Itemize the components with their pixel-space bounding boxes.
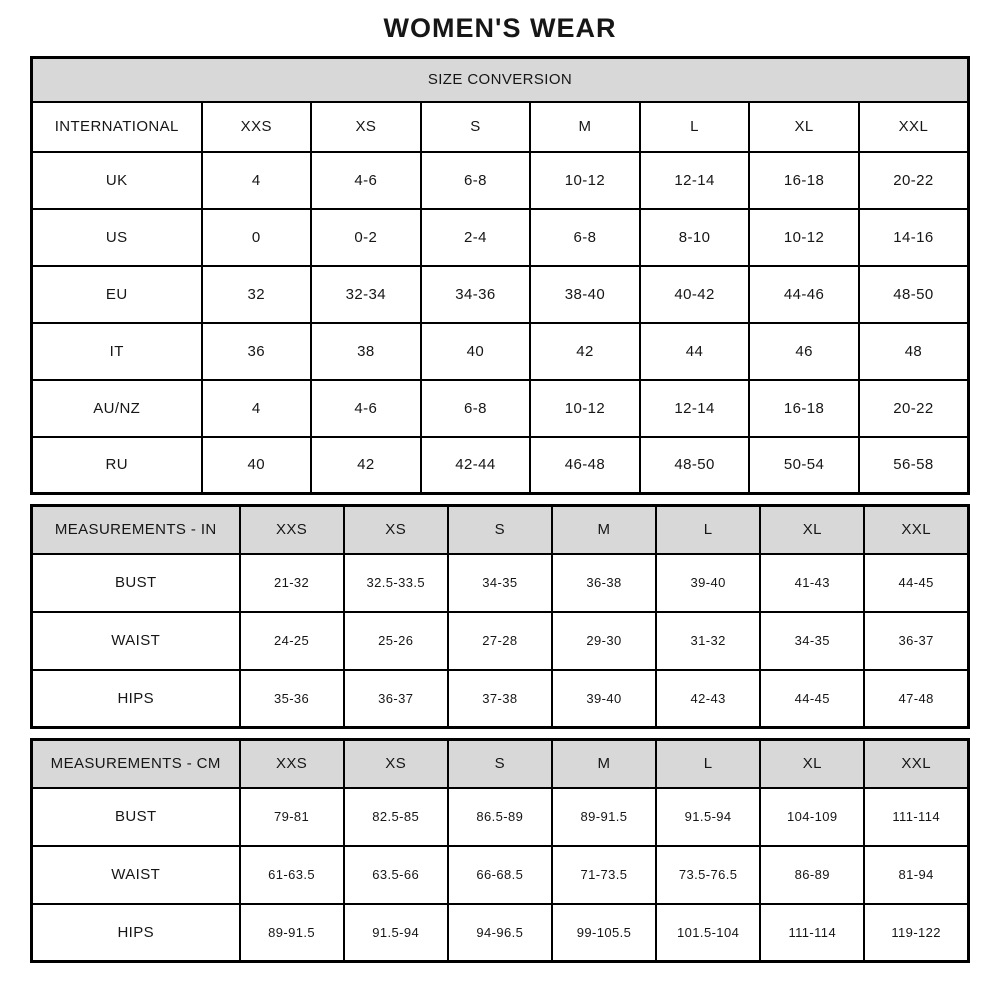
cell: 42 [530, 323, 640, 380]
cell: 6-8 [421, 152, 531, 209]
table-row-hips [32, 670, 969, 728]
cell: 42 [311, 437, 421, 494]
column-header-xxl: XXL [864, 506, 968, 554]
cell: 81-94 [864, 846, 968, 904]
table-row-hips [32, 904, 969, 962]
column-header-m: M [530, 102, 640, 152]
cell: 111-114 [864, 788, 968, 846]
row-label: IT [32, 323, 202, 380]
cell: 8-10 [640, 209, 750, 266]
column-header-xxs: XXS [240, 740, 344, 788]
cell: 79-81 [240, 788, 344, 846]
cell: 27-28 [448, 612, 552, 670]
measurements-in-title: MEASUREMENTS - IN [32, 506, 240, 554]
cell: 104-109 [760, 788, 864, 846]
row-label: WAIST [32, 612, 240, 670]
cell: 44-45 [864, 554, 968, 612]
table-row-bust [32, 788, 969, 846]
row-label: AU/NZ [32, 380, 202, 437]
page-title: WOMEN'S WEAR [383, 13, 617, 43]
column-header-international: INTERNATIONAL [32, 102, 202, 152]
column-header-m: M [552, 506, 656, 554]
table-row-ru [32, 437, 969, 494]
row-label: BUST [32, 554, 240, 612]
table-row-aunz [32, 380, 969, 437]
cell: 10-12 [530, 152, 640, 209]
cell: 39-40 [656, 554, 760, 612]
cell: 36-37 [864, 612, 968, 670]
cell: 99-105.5 [552, 904, 656, 962]
size-conversion-header-row [32, 58, 969, 102]
cell: 50-54 [749, 437, 859, 494]
cell: 25-26 [344, 612, 448, 670]
cell: 86.5-89 [448, 788, 552, 846]
cell: 40-42 [640, 266, 750, 323]
cell: 34-35 [760, 612, 864, 670]
cell: 10-12 [749, 209, 859, 266]
cell: 66-68.5 [448, 846, 552, 904]
cell: 32-34 [311, 266, 421, 323]
cell: 56-58 [859, 437, 969, 494]
cell: 91.5-94 [656, 788, 760, 846]
cell: 73.5-76.5 [656, 846, 760, 904]
cell: 37-38 [448, 670, 552, 728]
measurements-cm-title: MEASUREMENTS - CM [32, 740, 240, 788]
cell: 14-16 [859, 209, 969, 266]
column-header-m: M [552, 740, 656, 788]
column-header-s: S [448, 506, 552, 554]
cell: 44 [640, 323, 750, 380]
table-row-uk [32, 152, 969, 209]
row-label: RU [32, 437, 202, 494]
cell: 36-37 [344, 670, 448, 728]
cell: 20-22 [859, 380, 969, 437]
cell: 48 [859, 323, 969, 380]
cell: 29-30 [552, 612, 656, 670]
cell: 86-89 [760, 846, 864, 904]
size-conversion-table [30, 56, 970, 495]
cell: 4 [202, 380, 312, 437]
cell: 21-32 [240, 554, 344, 612]
cell: 71-73.5 [552, 846, 656, 904]
cell: 0 [202, 209, 312, 266]
row-label: HIPS [32, 670, 240, 728]
table-row-bust [32, 554, 969, 612]
cell: 12-14 [640, 380, 750, 437]
column-header-xxl: XXL [864, 740, 968, 788]
cell: 46 [749, 323, 859, 380]
cell: 2-4 [421, 209, 531, 266]
row-label: HIPS [32, 904, 240, 962]
cell: 111-114 [760, 904, 864, 962]
cell: 6-8 [530, 209, 640, 266]
measurements-cm-table [30, 738, 970, 963]
column-header-xs: XS [344, 506, 448, 554]
row-label: WAIST [32, 846, 240, 904]
cell: 82.5-85 [344, 788, 448, 846]
cell: 44-46 [749, 266, 859, 323]
cell: 94-96.5 [448, 904, 552, 962]
cell: 20-22 [859, 152, 969, 209]
cell: 16-18 [749, 152, 859, 209]
table-row-it [32, 323, 969, 380]
column-header-l: L [640, 102, 750, 152]
cell: 89-91.5 [240, 904, 344, 962]
table-row-us [32, 209, 969, 266]
row-label: EU [32, 266, 202, 323]
cell: 46-48 [530, 437, 640, 494]
table-row-eu [32, 266, 969, 323]
cell: 40 [202, 437, 312, 494]
cell: 119-122 [864, 904, 968, 962]
column-header-xxs: XXS [240, 506, 344, 554]
cell: 42-43 [656, 670, 760, 728]
cell: 48-50 [640, 437, 750, 494]
table-row-waist [32, 846, 969, 904]
cell: 44-45 [760, 670, 864, 728]
cell: 42-44 [421, 437, 531, 494]
measurements-in-table [30, 504, 970, 729]
cell: 63.5-66 [344, 846, 448, 904]
cell: 89-91.5 [552, 788, 656, 846]
cell: 61-63.5 [240, 846, 344, 904]
row-label: UK [32, 152, 202, 209]
table-row-waist [32, 612, 969, 670]
column-header-xs: XS [344, 740, 448, 788]
cell: 40 [421, 323, 531, 380]
cell: 34-36 [421, 266, 531, 323]
size-conversion-title: SIZE CONVERSION [32, 58, 969, 102]
column-header-row [32, 102, 969, 152]
cell: 91.5-94 [344, 904, 448, 962]
cell: 41-43 [760, 554, 864, 612]
column-header-xxl: XXL [859, 102, 969, 152]
cell: 48-50 [859, 266, 969, 323]
cell: 36-38 [552, 554, 656, 612]
column-header-l: L [656, 506, 760, 554]
cell: 38 [311, 323, 421, 380]
cell: 38-40 [530, 266, 640, 323]
cell: 4-6 [311, 152, 421, 209]
column-header-xl: XL [749, 102, 859, 152]
cell: 4-6 [311, 380, 421, 437]
cell: 24-25 [240, 612, 344, 670]
row-label: BUST [32, 788, 240, 846]
cell: 101.5-104 [656, 904, 760, 962]
measurements-in-header-row [32, 506, 969, 554]
column-header-s: S [421, 102, 531, 152]
cell: 31-32 [656, 612, 760, 670]
column-header-xxs: XXS [202, 102, 312, 152]
measurements-cm-header-row [32, 740, 969, 788]
column-header-s: S [448, 740, 552, 788]
cell: 32.5-33.5 [344, 554, 448, 612]
column-header-l: L [656, 740, 760, 788]
column-header-xl: XL [760, 506, 864, 554]
cell: 4 [202, 152, 312, 209]
row-label: US [32, 209, 202, 266]
cell: 47-48 [864, 670, 968, 728]
cell: 35-36 [240, 670, 344, 728]
cell: 32 [202, 266, 312, 323]
cell: 39-40 [552, 670, 656, 728]
column-header-xl: XL [760, 740, 864, 788]
cell: 10-12 [530, 380, 640, 437]
column-header-xs: XS [311, 102, 421, 152]
cell: 12-14 [640, 152, 750, 209]
cell: 6-8 [421, 380, 531, 437]
cell: 16-18 [749, 380, 859, 437]
cell: 36 [202, 323, 312, 380]
cell: 0-2 [311, 209, 421, 266]
cell: 34-35 [448, 554, 552, 612]
